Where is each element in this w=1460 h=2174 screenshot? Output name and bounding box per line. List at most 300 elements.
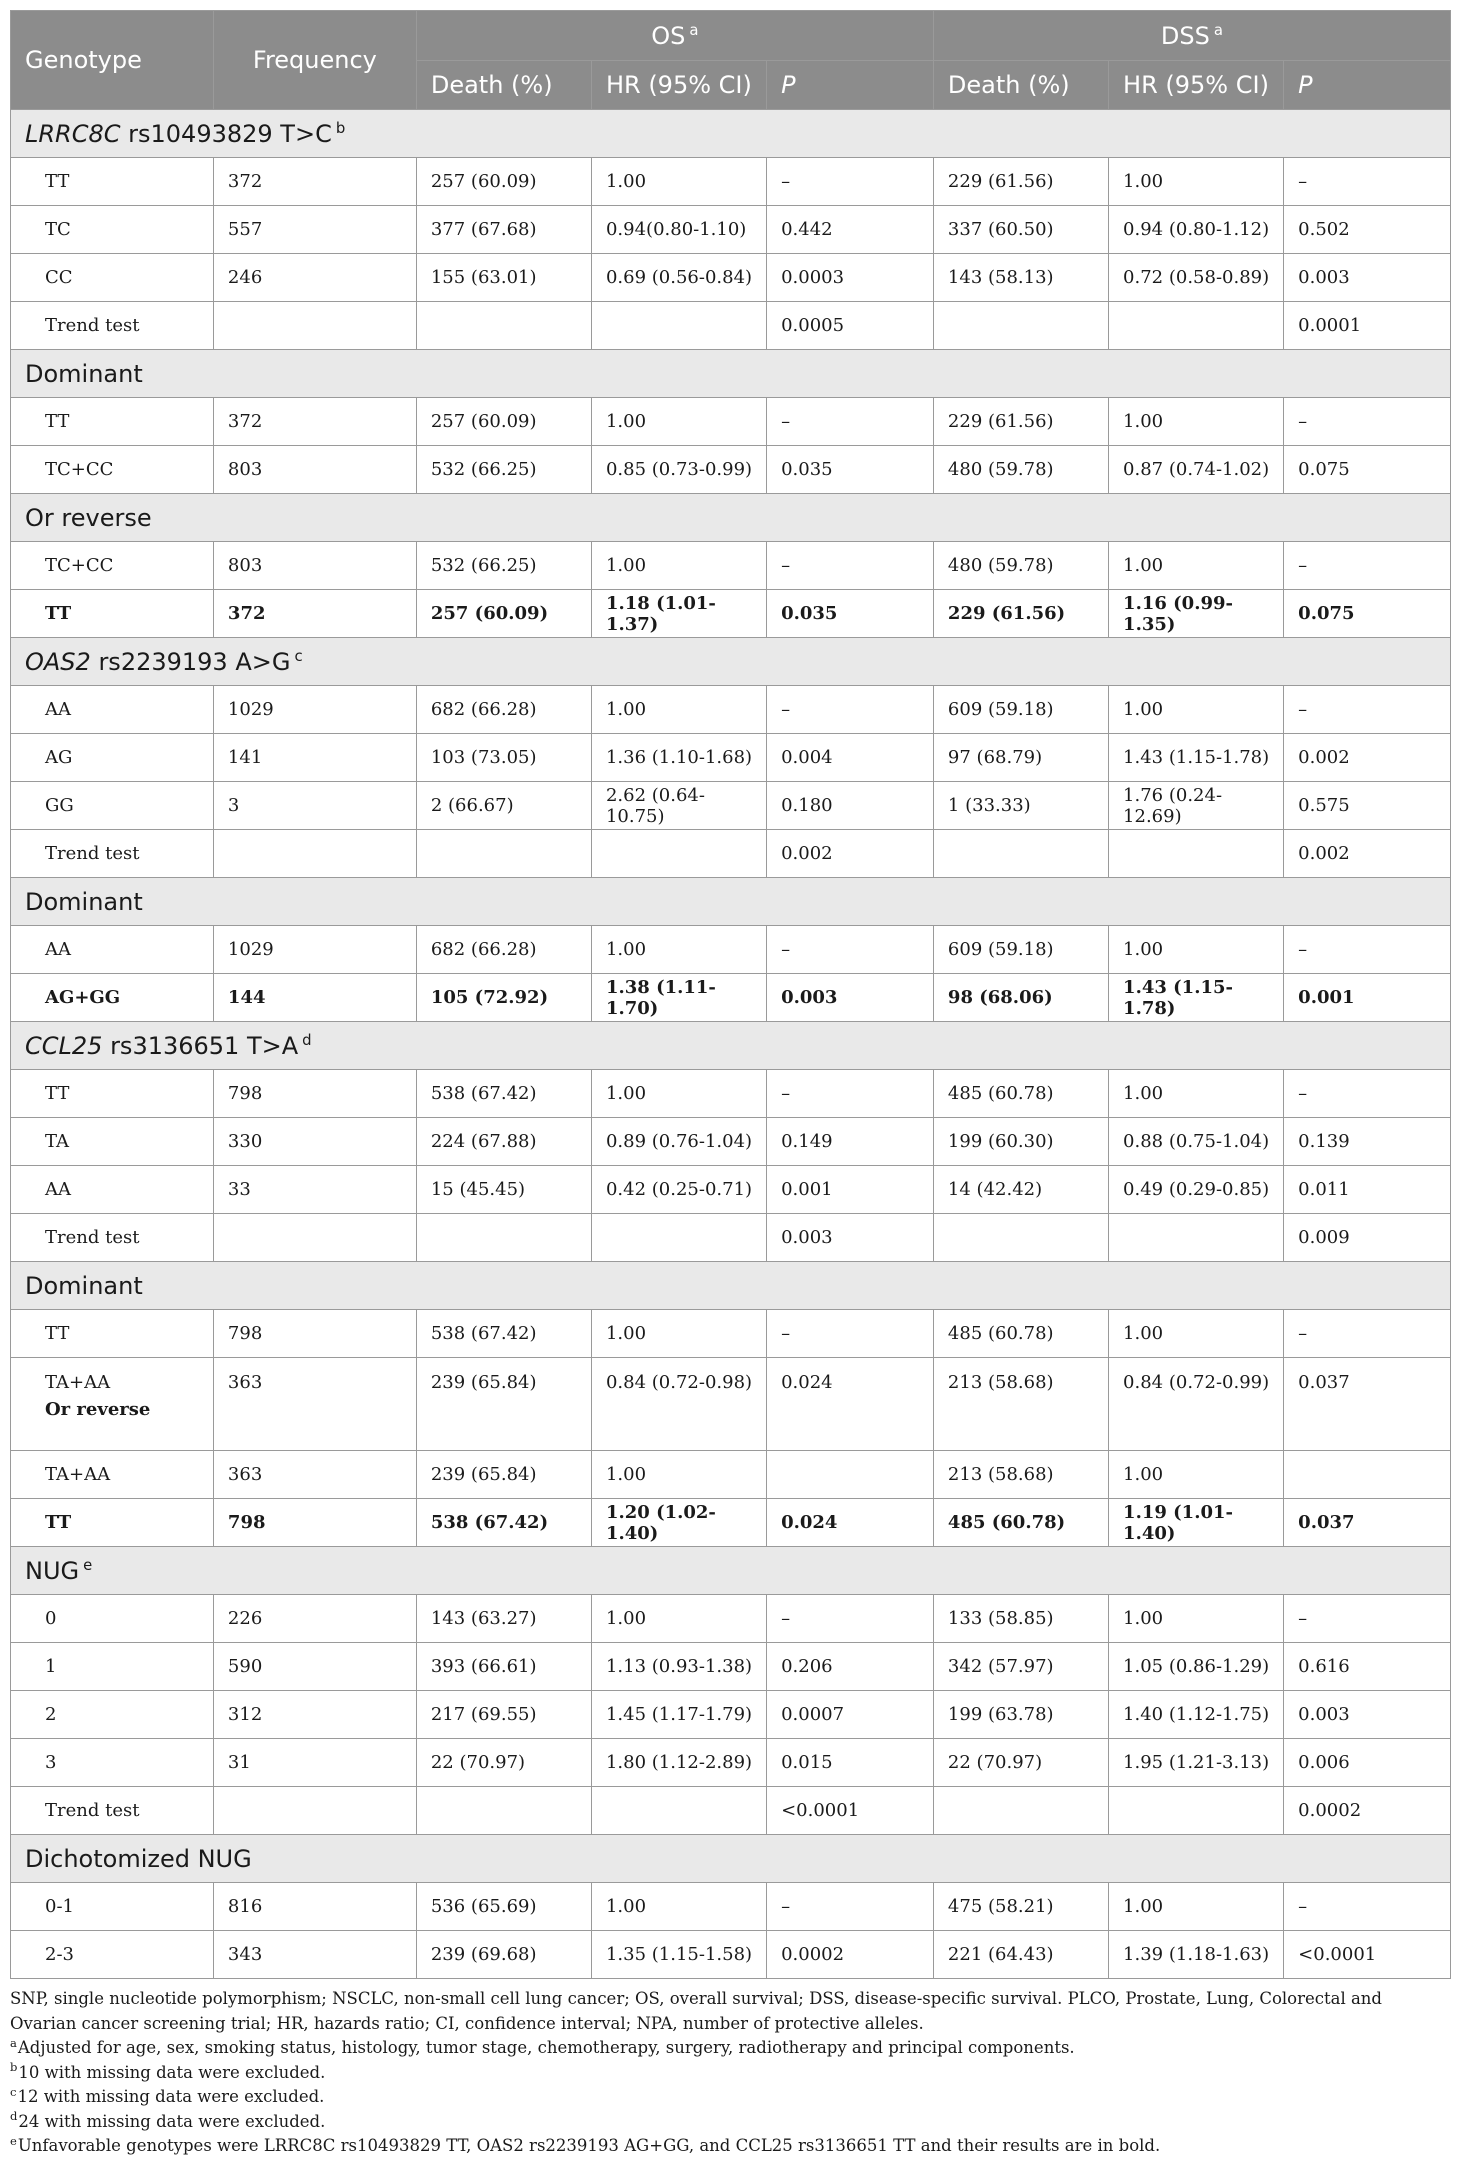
table-cell: 538 (67.42) xyxy=(416,1070,591,1118)
table-cell: 0.0007 xyxy=(767,1691,934,1739)
table-cell: 143 (58.13) xyxy=(933,254,1108,302)
table-cell: 0.003 xyxy=(767,1214,934,1262)
table-cell: 22 (70.97) xyxy=(416,1739,591,1787)
col-dss-p xyxy=(1284,61,1451,110)
col-os-p xyxy=(767,61,934,110)
table-cell: 33 xyxy=(213,1166,416,1214)
dss-label: DSS xyxy=(1160,21,1210,50)
section-title: NUG xyxy=(25,1556,80,1585)
os-label: OS xyxy=(651,21,686,50)
footnote-b: $^b$10 with missing data were excluded. xyxy=(10,2060,326,2082)
table-cell: 1.00 xyxy=(1109,1070,1284,1118)
table-cell: AG xyxy=(11,734,214,782)
table-cell: 103 (73.05) xyxy=(416,734,591,782)
table-cell: – xyxy=(767,542,934,590)
table-cell: <0.0001 xyxy=(1284,1931,1451,1979)
section-label xyxy=(11,110,1451,158)
table-cell: AA xyxy=(11,926,214,974)
table-cell xyxy=(416,302,591,350)
table-cell: 239 (65.84) xyxy=(416,1358,591,1451)
table-cell: 1.19 (1.01-1.40) xyxy=(1109,1499,1284,1547)
table-cell: – xyxy=(1284,1070,1451,1118)
table-cell: – xyxy=(1284,542,1451,590)
table-cell: 1.00 xyxy=(591,1070,766,1118)
section-footnote-mark: d xyxy=(302,1030,312,1049)
footnote-a: $^a$Adjusted for age, sex, smoking status, histology, tumor stage, chemotherapy, surgery, radiotherapy and principal components. xyxy=(10,2035,1075,2057)
table-cell: 0.002 xyxy=(1284,830,1451,878)
table-cell: 0.035 xyxy=(767,590,934,638)
table-figure xyxy=(10,10,1451,2159)
table-cell: TC xyxy=(11,206,214,254)
table-cell: 0.180 xyxy=(767,782,934,830)
table-cell: 798 xyxy=(213,1070,416,1118)
table-cell: 1.35 (1.15-1.58) xyxy=(591,1931,766,1979)
table-cell: TA xyxy=(11,1118,214,1166)
table-cell: 1.00 xyxy=(1109,1595,1284,1643)
col-frequency: Frequency xyxy=(213,11,416,110)
table-cell: 0.003 xyxy=(1284,1691,1451,1739)
section-title: Or reverse xyxy=(25,503,152,532)
table-cell: 803 xyxy=(213,542,416,590)
table-cell: 224 (67.88) xyxy=(416,1118,591,1166)
table-cell: CC xyxy=(11,254,214,302)
table-cell: 363 xyxy=(213,1451,416,1499)
table-row xyxy=(11,1310,1451,1358)
table-cell: 1.80 (1.12-2.89) xyxy=(591,1739,766,1787)
table-cell: – xyxy=(767,158,934,206)
table-cell: – xyxy=(767,686,934,734)
table-cell: AA xyxy=(11,1166,214,1214)
col-group-dss xyxy=(933,11,1450,61)
table-cell: – xyxy=(767,1595,934,1643)
table-cell: – xyxy=(1284,926,1451,974)
table-cell: 133 (58.85) xyxy=(933,1595,1108,1643)
section-label xyxy=(11,1547,1451,1595)
table-cell: 0.616 xyxy=(1284,1643,1451,1691)
table-cell: 1.00 xyxy=(1109,686,1284,734)
table-cell: 0.88 (0.75-1.04) xyxy=(1109,1118,1284,1166)
table-cell: 31 xyxy=(213,1739,416,1787)
table-cell: – xyxy=(767,1070,934,1118)
table-cell xyxy=(213,302,416,350)
table-cell: 97 (68.79) xyxy=(933,734,1108,782)
table-cell: 0.49 (0.29-0.85) xyxy=(1109,1166,1284,1214)
table-cell: 0.0002 xyxy=(767,1931,934,1979)
table-cell: 532 (66.25) xyxy=(416,446,591,494)
table-cell: 0.003 xyxy=(1284,254,1451,302)
table-row xyxy=(11,974,1451,1022)
section-title: Dichotomized NUG xyxy=(25,1844,252,1873)
section-label xyxy=(11,494,1451,542)
results-table xyxy=(10,10,1451,1979)
table-cell: 1.00 xyxy=(591,1310,766,1358)
table-cell: 480 (59.78) xyxy=(933,542,1108,590)
table-cell: 1.45 (1.17-1.79) xyxy=(591,1691,766,1739)
col-os-death: Death (%) xyxy=(416,61,591,110)
table-cell: 2 xyxy=(11,1691,214,1739)
table-cell: 0.442 xyxy=(767,206,934,254)
table-row xyxy=(11,1499,1451,1547)
table-cell: 0.001 xyxy=(767,1166,934,1214)
table-cell: 377 (67.68) xyxy=(416,206,591,254)
footnote-e: $^e$Unfavorable genotypes were LRRC8C rs10493829 TT, OAS2 rs2239193 AG+GG, and CCL25 rs3136651 TT and their results are in bold. xyxy=(10,2133,1161,2155)
table-cell: 485 (60.78) xyxy=(933,1310,1108,1358)
table-cell: 538 (67.42) xyxy=(416,1499,591,1547)
table-cell: 1.05 (0.86-1.29) xyxy=(1109,1643,1284,1691)
table-cell: 1029 xyxy=(213,686,416,734)
table-cell: 257 (60.09) xyxy=(416,590,591,638)
table-cell: Trend test xyxy=(11,1787,214,1835)
table-cell: 1.00 xyxy=(1109,1310,1284,1358)
table-cell: 1.00 xyxy=(591,158,766,206)
abbreviations-note: SNP, single nucleotide polymorphism; NSCLC, non-small cell lung cancer; OS, overall survival; DSS, disease-specific survival. PLCO, Prostate, Lung, Colorectal and Ovarian cancer screening trial; HR, hazards ratio; CI, confidence interval; NPA, number of protective alleles. xyxy=(10,1989,1382,2033)
table-cell: 485 (60.78) xyxy=(933,1499,1108,1547)
section-row xyxy=(11,1547,1451,1595)
table-cell: 1.00 xyxy=(591,398,766,446)
table-cell: 1 (33.33) xyxy=(933,782,1108,830)
table-cell: AA xyxy=(11,686,214,734)
table-cell: 229 (61.56) xyxy=(933,158,1108,206)
table-cell xyxy=(591,302,766,350)
table-cell: 1.00 xyxy=(591,1595,766,1643)
table-cell: 609 (59.18) xyxy=(933,686,1108,734)
table-cell: 0.149 xyxy=(767,1118,934,1166)
snp-label: rs2239193 A>G xyxy=(90,647,291,676)
table-cell xyxy=(767,1451,934,1499)
footnote-c: $^c$12 with missing data were excluded. xyxy=(10,2084,325,2106)
table-row xyxy=(11,158,1451,206)
table-cell xyxy=(1109,302,1284,350)
table-cell: 1.76 (0.24-12.69) xyxy=(1109,782,1284,830)
table-cell: 2 (66.67) xyxy=(416,782,591,830)
table-cell: TT xyxy=(11,1070,214,1118)
table-cell: 0.72 (0.58-0.89) xyxy=(1109,254,1284,302)
table-cell xyxy=(591,1787,766,1835)
col-genotype: Genotype xyxy=(11,11,214,110)
table-cell: 1 xyxy=(11,1643,214,1691)
table-cell: 14 (42.42) xyxy=(933,1166,1108,1214)
table-cell: 2-3 xyxy=(11,1931,214,1979)
table-cell: 0.139 xyxy=(1284,1118,1451,1166)
table-cell: 213 (58.68) xyxy=(933,1451,1108,1499)
table-cell: 0.002 xyxy=(1284,734,1451,782)
table-cell: 199 (63.78) xyxy=(933,1691,1108,1739)
table-cell: 1.00 xyxy=(591,686,766,734)
section-label xyxy=(11,878,1451,926)
table-cell: 217 (69.55) xyxy=(416,1691,591,1739)
dss-footnote-mark: a xyxy=(1213,20,1223,39)
table-cell: 1.00 xyxy=(591,926,766,974)
table-row xyxy=(11,1451,1451,1499)
table-header xyxy=(11,11,1451,110)
table-cell: 0 xyxy=(11,1595,214,1643)
table-cell: 1.00 xyxy=(1109,542,1284,590)
table-cell: 393 (66.61) xyxy=(416,1643,591,1691)
snp-label: rs3136651 T>A xyxy=(102,1031,299,1060)
col-group-os xyxy=(416,11,933,61)
table-cell: 0.0002 xyxy=(1284,1787,1451,1835)
table-cell: 0.006 xyxy=(1284,1739,1451,1787)
section-label xyxy=(11,1835,1451,1883)
table-row xyxy=(11,590,1451,638)
table-cell xyxy=(1109,830,1284,878)
table-cell: 1.20 (1.02- 1.40) xyxy=(591,1499,766,1547)
table-cell: – xyxy=(1284,1310,1451,1358)
p-label: P xyxy=(1298,71,1313,99)
table-row xyxy=(11,206,1451,254)
table-cell: 226 xyxy=(213,1595,416,1643)
table-cell: 0.009 xyxy=(1284,1214,1451,1262)
section-label xyxy=(11,350,1451,398)
table-row xyxy=(11,1883,1451,1931)
table-cell: 372 xyxy=(213,398,416,446)
table-cell: 1.00 xyxy=(1109,398,1284,446)
table-cell: 221 (64.43) xyxy=(933,1931,1108,1979)
section-row xyxy=(11,1262,1451,1310)
table-cell: 532 (66.25) xyxy=(416,542,591,590)
table-cell: 536 (65.69) xyxy=(416,1883,591,1931)
section-title: Dominant xyxy=(25,359,143,388)
table-cell: 0.075 xyxy=(1284,590,1451,638)
section-label xyxy=(11,1022,1451,1070)
table-cell: 0.011 xyxy=(1284,1166,1451,1214)
table-cell: 0-1 xyxy=(11,1883,214,1931)
table-row xyxy=(11,1931,1451,1979)
table-row xyxy=(11,734,1451,782)
table-footnotes xyxy=(10,1987,1451,2159)
table-cell: 0.015 xyxy=(767,1739,934,1787)
section-row xyxy=(11,878,1451,926)
table-cell: 480 (59.78) xyxy=(933,446,1108,494)
table-cell: 1029 xyxy=(213,926,416,974)
table-cell: 229 (61.56) xyxy=(933,398,1108,446)
table-cell: 155 (63.01) xyxy=(416,254,591,302)
section-footnote-mark: b xyxy=(335,118,346,137)
table-cell: TC+CC xyxy=(11,446,214,494)
table-cell: – xyxy=(767,398,934,446)
table-cell: 0.94(0.80-1.10) xyxy=(591,206,766,254)
table-cell: – xyxy=(1284,686,1451,734)
table-cell: 1.00 xyxy=(1109,926,1284,974)
table-cell: 682 (66.28) xyxy=(416,926,591,974)
table-cell: GG xyxy=(11,782,214,830)
table-cell: 144 xyxy=(213,974,416,1022)
table-cell: 229 (61.56) xyxy=(933,590,1108,638)
table-cell: 0.037 xyxy=(1284,1499,1451,1547)
table-cell xyxy=(933,830,1108,878)
table-cell: 682 (66.28) xyxy=(416,686,591,734)
table-cell xyxy=(1284,1451,1451,1499)
table-cell: 342 (57.97) xyxy=(933,1643,1108,1691)
section-title: Dominant xyxy=(25,1271,143,1300)
table-row xyxy=(11,1739,1451,1787)
col-dss-hr: HR (95% CI) xyxy=(1109,61,1284,110)
table-cell: 257 (60.09) xyxy=(416,398,591,446)
col-os-hr: HR (95% CI) xyxy=(591,61,766,110)
table-cell: 0.84 (0.72-0.98) xyxy=(591,1358,766,1451)
table-cell: Trend test xyxy=(11,1214,214,1262)
table-cell: 0.206 xyxy=(767,1643,934,1691)
table-cell: 475 (58.21) xyxy=(933,1883,1108,1931)
table-cell: 0.575 xyxy=(1284,782,1451,830)
table-cell xyxy=(213,830,416,878)
table-row xyxy=(11,782,1451,830)
table-row xyxy=(11,398,1451,446)
table-cell: 343 xyxy=(213,1931,416,1979)
table-cell: – xyxy=(1284,158,1451,206)
table-cell: 1.40 (1.12-1.75) xyxy=(1109,1691,1284,1739)
table-cell: 2.62 (0.64-10.75) xyxy=(591,782,766,830)
section-row xyxy=(11,638,1451,686)
table-cell: 1.16 (0.99-1.35) xyxy=(1109,590,1284,638)
table-cell: Trend test xyxy=(11,830,214,878)
section-title: Dominant xyxy=(25,887,143,916)
table-cell: 143 (63.27) xyxy=(416,1595,591,1643)
gene-name: OAS2 xyxy=(25,647,91,676)
table-cell: 0.002 xyxy=(767,830,934,878)
table-cell: TT xyxy=(11,1499,214,1547)
table-cell xyxy=(591,830,766,878)
snp-label: rs10493829 T>C xyxy=(120,119,332,148)
table-cell xyxy=(1109,1214,1284,1262)
table-cell: TT xyxy=(11,1310,214,1358)
table-cell: AG+GG xyxy=(11,974,214,1022)
table-cell: 590 xyxy=(213,1643,416,1691)
table-cell xyxy=(416,1787,591,1835)
table-cell: 0.035 xyxy=(767,446,934,494)
table-cell: 0.85 (0.73-0.99) xyxy=(591,446,766,494)
table-cell: 1.38 (1.11-1.70) xyxy=(591,974,766,1022)
table-cell: <0.0001 xyxy=(767,1787,934,1835)
table-cell: 0.84 (0.72-0.99) xyxy=(1109,1358,1284,1451)
table-cell: 3 xyxy=(11,1739,214,1787)
table-cell xyxy=(933,302,1108,350)
table-row xyxy=(11,1070,1451,1118)
table-body xyxy=(11,110,1451,1979)
table-row xyxy=(11,1358,1451,1451)
table-cell: Trend test xyxy=(11,302,214,350)
table-cell: 0.024 xyxy=(767,1358,934,1451)
table-row xyxy=(11,686,1451,734)
table-cell xyxy=(213,1787,416,1835)
table-cell: – xyxy=(1284,1595,1451,1643)
or-reverse-label: Or reverse xyxy=(45,1399,151,1420)
table-cell xyxy=(213,1214,416,1262)
table-cell: 1.43 (1.15-1.78) xyxy=(1109,974,1284,1022)
table-cell: TA+AA Or reverse xyxy=(11,1358,214,1451)
table-cell: 1.18 (1.01-1.37) xyxy=(591,590,766,638)
table-cell: 798 xyxy=(213,1310,416,1358)
section-row xyxy=(11,1835,1451,1883)
table-cell: 0.0001 xyxy=(1284,302,1451,350)
table-cell: 1.00 xyxy=(591,1451,766,1499)
table-cell: 557 xyxy=(213,206,416,254)
table-cell: 485 (60.78) xyxy=(933,1070,1108,1118)
table-cell: 1.95 (1.21-3.13) xyxy=(1109,1739,1284,1787)
table-cell: 0.69 (0.56-0.84) xyxy=(591,254,766,302)
table-cell: 0.94 (0.80-1.12) xyxy=(1109,206,1284,254)
table-cell: 0.075 xyxy=(1284,446,1451,494)
table-cell: 0.024 xyxy=(767,1499,934,1547)
table-cell: TT xyxy=(11,590,214,638)
table-cell: 199 (60.30) xyxy=(933,1118,1108,1166)
table-cell: 257 (60.09) xyxy=(416,158,591,206)
table-row xyxy=(11,1166,1451,1214)
table-cell: 1.36 (1.10-1.68) xyxy=(591,734,766,782)
table-cell xyxy=(416,1214,591,1262)
table-row xyxy=(11,926,1451,974)
table-row xyxy=(11,1595,1451,1643)
table-cell: TT xyxy=(11,158,214,206)
table-cell: 0.037 xyxy=(1284,1358,1451,1451)
gene-name: LRRC8C xyxy=(25,119,121,148)
table-cell: – xyxy=(1284,398,1451,446)
table-cell: 1.00 xyxy=(1109,158,1284,206)
table-cell: 312 xyxy=(213,1691,416,1739)
table-cell: 98 (68.06) xyxy=(933,974,1108,1022)
section-row xyxy=(11,350,1451,398)
table-cell: 141 xyxy=(213,734,416,782)
table-cell: 0.502 xyxy=(1284,206,1451,254)
table-cell: 538 (67.42) xyxy=(416,1310,591,1358)
section-row xyxy=(11,1022,1451,1070)
col-dss-death: Death (%) xyxy=(933,61,1108,110)
table-row xyxy=(11,254,1451,302)
table-cell: 0.89 (0.76-1.04) xyxy=(591,1118,766,1166)
table-cell: 105 (72.92) xyxy=(416,974,591,1022)
table-cell: 798 xyxy=(213,1499,416,1547)
table-cell xyxy=(933,1214,1108,1262)
table-row xyxy=(11,542,1451,590)
table-cell: TA+AA xyxy=(11,1451,214,1499)
table-cell: 1.00 xyxy=(591,542,766,590)
table-cell xyxy=(1109,1787,1284,1835)
table-cell: 372 xyxy=(213,158,416,206)
table-cell: 0.0005 xyxy=(767,302,934,350)
table-row xyxy=(11,1118,1451,1166)
table-cell: – xyxy=(767,926,934,974)
table-cell: 0.001 xyxy=(1284,974,1451,1022)
table-cell: 0.42 (0.25-0.71) xyxy=(591,1166,766,1214)
table-row xyxy=(11,446,1451,494)
table-cell xyxy=(933,1787,1108,1835)
table-cell: – xyxy=(767,1883,934,1931)
table-row xyxy=(11,1691,1451,1739)
table-cell xyxy=(416,830,591,878)
table-row xyxy=(11,1214,1451,1262)
table-cell: 1.00 xyxy=(591,1883,766,1931)
table-cell: 239 (69.68) xyxy=(416,1931,591,1979)
table-cell: 803 xyxy=(213,446,416,494)
table-cell: 1.43 (1.15-1.78) xyxy=(1109,734,1284,782)
section-row xyxy=(11,494,1451,542)
table-cell: 3 xyxy=(213,782,416,830)
table-cell: 0.0003 xyxy=(767,254,934,302)
table-cell xyxy=(591,1214,766,1262)
table-row xyxy=(11,302,1451,350)
p-label: P xyxy=(781,71,796,99)
table-cell: 15 (45.45) xyxy=(416,1166,591,1214)
table-cell: TC+CC xyxy=(11,542,214,590)
table-row xyxy=(11,830,1451,878)
section-footnote-mark: e xyxy=(83,1555,93,1574)
table-cell: 330 xyxy=(213,1118,416,1166)
table-cell: 239 (65.84) xyxy=(416,1451,591,1499)
footnote-d: $^d$24 with missing data were excluded. xyxy=(10,2109,326,2131)
table-cell: 1.39 (1.18-1.63) xyxy=(1109,1931,1284,1979)
table-cell: 609 (59.18) xyxy=(933,926,1108,974)
table-cell: 337 (60.50) xyxy=(933,206,1108,254)
